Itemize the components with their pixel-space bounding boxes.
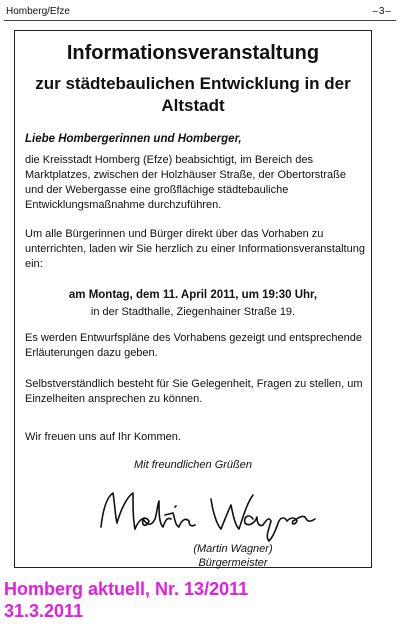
closing-greeting: Mit freundlichen Grüßen [134,459,252,471]
paragraph-intro: die Kreisstadt Homberg (Efze) beabsichtigt, im Bereich des Marktplatzes, zwischen der Holzhäuser Straße, der Obertorstraße und der Webergasse eine großflächige städtebauliche Entwicklungsmaßnahme durchzuführen. [25,154,346,211]
signer-name: (Martin Wagner) [193,543,273,555]
paragraph-invitation: Um alle Bürgerinnen und Bürger direkt über das Vorhaben zu unterrichten, laden wir Sie herzlich zu einer Informationsveranstaltung ein: [25,228,365,270]
signer-role: Bürgermeister [198,557,268,569]
paragraph-plans: Es werden Entwurfspläne des Vorhabens gezeigt und entsprechende Erläuterungen dazu geben. [25,332,362,359]
event-place: in der Stadthalle, Ziegenhainer Straße 19. [90,306,296,318]
paragraph-questions: Selbstverständlich besteht für Sie Gelegenheit, Fragen zu stellen, um Einzelheiten ansprechen zu können. [25,378,363,405]
paragraph-welcome: Wir freuen uns auf Ihr Kommen. [25,431,181,443]
page-header [4,4,396,20]
notice-subtitle: zur städtebaulichen Entwicklung in der Altstadt [35,74,351,115]
header-town: Homberg/Efze [6,6,70,17]
caption-date: 31.3.2011 [4,601,84,621]
salutation: Liebe Hombergerinnen und Homberger, [25,133,242,145]
header-page-number: –3– [372,6,392,17]
notice-box [14,30,372,568]
caption-issue: Homberg aktuell, Nr. 13/2011 [4,579,249,599]
header-divider [4,20,396,21]
event-date: am Montag, dem 11. April 2011, um 19:30 Uhr, [68,289,318,301]
notice-title: Informationsveranstaltung [66,42,320,64]
signature-image [93,479,323,545]
